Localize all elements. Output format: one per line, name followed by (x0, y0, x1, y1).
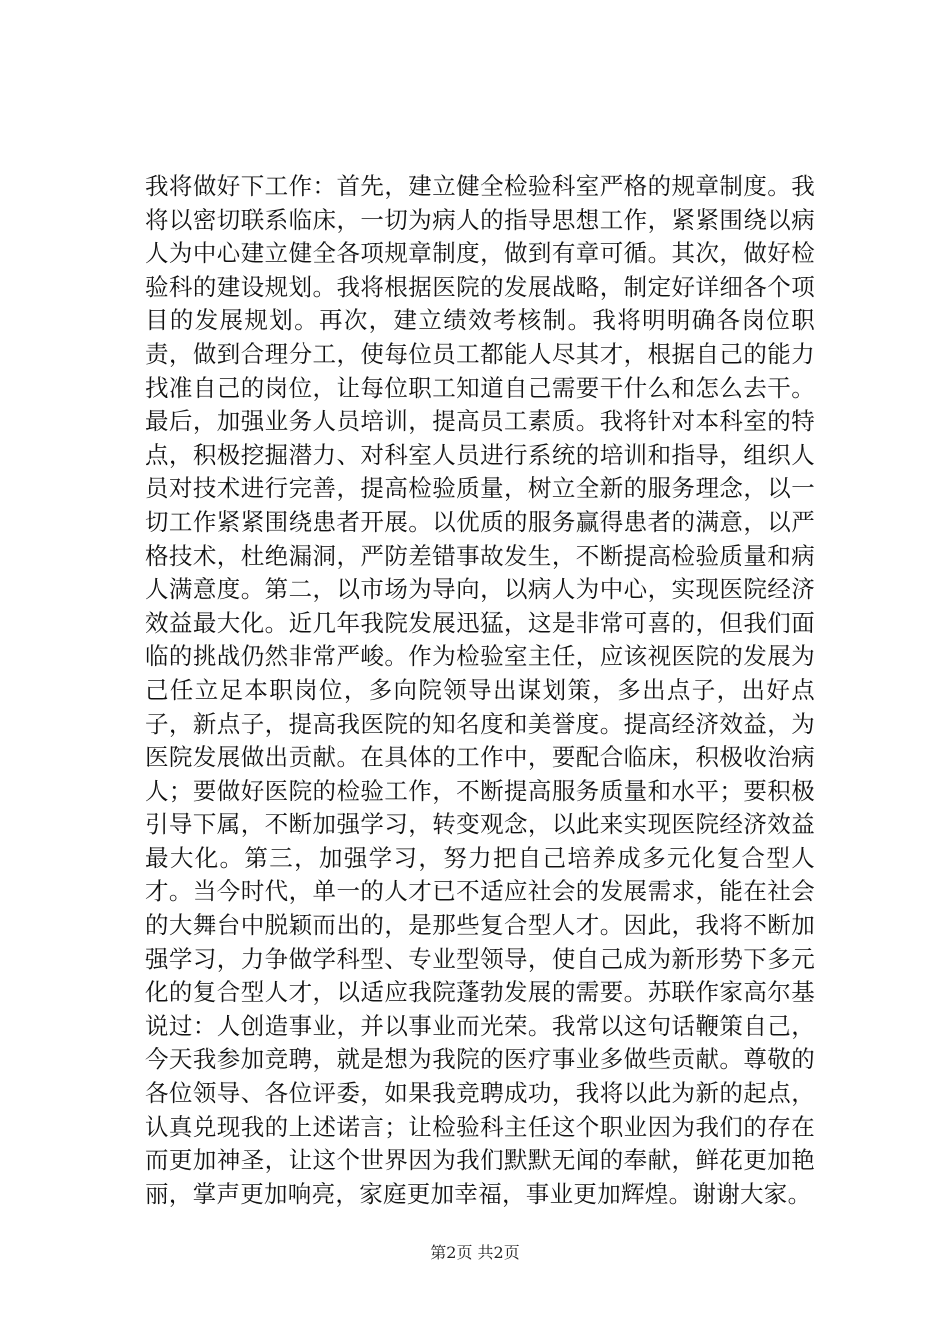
body-paragraph: 我将做好下工作：首先，建立健全检验科室严格的规章制度。我将以密切联系临床，一切为病人的指导思想工作，紧紧围绕以病人为中心建立健全各项规章制度，做到有章可循。其次，做好检验科的建设规划。我将根据医院的发展战略，制定好详细各个项目的发展规划。再次，建立绩效考核制。我将明明确各岗位职责，做到合理分工，使每位员工都能人尽其才，根据自己的能力找准自己的岗位，让每位职工知道自己需要干什么和怎么去干。最后，加强业务人员培训，提高员工素质。我将针对本科室的特点，积极挖掘潜力、对科室人员进行系统的培训和指导，组织人员对技术进行完善，提高检验质量，树立全新的服务理念，以一切工作紧紧围绕患者开展。以优质的服务赢得患者的满意，以严格技术，杜绝漏洞，严防差错事故发生，不断提高检验质量和病人满意度。第二，以市场为导向，以病人为中心，实现医院经济效益最大化。近几年我院发展迅猛，这是非常可喜的，但我们面临的挑战仍然非常严峻。作为检验室主任，应该视医院的发展为己任立足本职岗位，多向院领导出谋划策，多出点子，出好点子，新点子，提高我医院的知名度和美誉度。提高经济效益，为医院发展做出贡献。在具体的工作中，要配合临床，积极收治病人；要做好医院的检验工作，不断提高服务质量和水平；要积极引导下属，不断加强学习，转变观念，以此来实现医院经济效益最大化。第三，加强学习，努力把自己培养成多元化复合型人才。当今时代，单一的人才已不适应社会的发展需求，能在社会的大舞台中脱颖而出的，是那些复合型人才。因此，我将不断加强学习，力争做学科型、专业型领导，使自己成为新形势下多元化的复合型人才，以适应我院蓬勃发展的需要。苏联作家高尔基说过：人创造事业，并以事业而光荣。我常以这句话鞭策自己，今天我参加竞聘，就是想为我院的医疗事业多做些贡献。尊敬的各位领导、各位评委，如果我竞聘成功，我将以此为新的起点，认真兑现我的上述诺言；让检验科主任这个职业因为我们的存在而更加神圣，让这个世界因为我们默默无闻的奉献，鲜花更加艳丽，掌声更加响亮，家庭更加幸福，事业更加辉煌。谢谢大家。 (145, 172, 815, 1208)
page-number-footer: 第2页 共2页 (430, 1243, 520, 1262)
